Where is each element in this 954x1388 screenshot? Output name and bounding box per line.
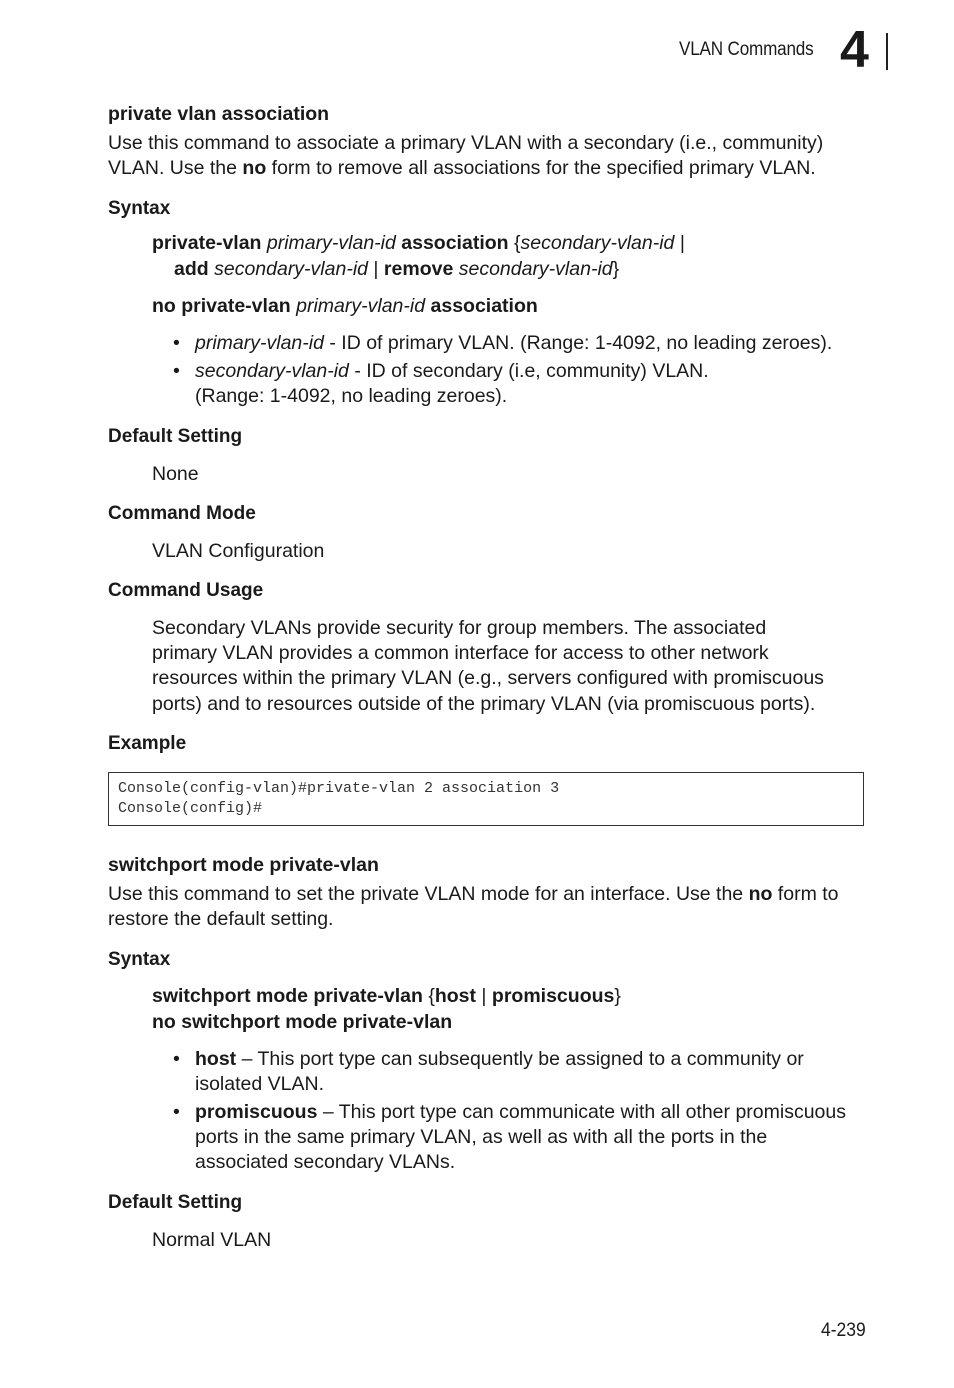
- syntax-line: add secondary-vlan-id | remove secondary-vlan-id}: [174, 258, 620, 280]
- syntax-heading: Syntax: [108, 949, 171, 970]
- command-description-line: restore the default setting.: [108, 908, 334, 930]
- syntax-heading: Syntax: [108, 198, 171, 219]
- code-line: Console(config-vlan)#private-vlan 2 association 3: [118, 780, 560, 797]
- parameter-item-continuation: isolated VLAN.: [195, 1073, 324, 1095]
- chapter-divider: [886, 33, 888, 70]
- parameter-item: secondary-vlan-id - ID of secondary (i.e, community) VLAN.: [195, 360, 709, 382]
- chapter-number: 4: [840, 21, 869, 79]
- default-setting-heading: Default Setting: [108, 426, 243, 447]
- command-title: private vlan association: [108, 103, 330, 125]
- usage-line: primary VLAN provides a common interface for access to other network: [152, 642, 769, 664]
- parameter-item-continuation: (Range: 1-4092, no leading zeroes).: [195, 385, 508, 407]
- running-header-title: VLAN Commands: [679, 39, 814, 60]
- parameter-item: primary-vlan-id - ID of primary VLAN. (Range: 1-4092, no leading zeroes).: [195, 332, 833, 354]
- page-number: 4-239: [821, 1320, 866, 1341]
- command-title: switchport mode private-vlan: [108, 854, 379, 876]
- bullet: •: [173, 1101, 180, 1123]
- usage-line: resources within the primary VLAN (e.g., servers configured with promiscuous: [152, 667, 824, 689]
- parameter-item-continuation: associated secondary VLANs.: [195, 1151, 456, 1173]
- default-setting-value: Normal VLAN: [152, 1229, 272, 1251]
- syntax-line: no switchport mode private-vlan: [152, 1011, 453, 1033]
- command-mode-heading: Command Mode: [108, 503, 256, 524]
- example-code-block: [108, 772, 864, 826]
- command-description-line: Use this command to associate a primary VLAN with a secondary (i.e., community): [108, 132, 824, 154]
- example-heading: Example: [108, 733, 187, 754]
- command-description-line: VLAN. Use the no form to remove all associations for the specified primary VLAN.: [108, 157, 816, 179]
- command-mode-value: VLAN Configuration: [152, 540, 325, 562]
- parameter-item: host – This port type can subsequently be assigned to a community or: [195, 1048, 804, 1070]
- bullet: •: [173, 360, 180, 382]
- default-setting-value: None: [152, 463, 199, 485]
- parameter-item: promiscuous – This port type can communicate with all other promiscuous: [195, 1101, 846, 1123]
- default-setting-heading: Default Setting: [108, 1192, 243, 1213]
- code-line: Console(config)#: [118, 800, 263, 817]
- syntax-line: no private-vlan primary-vlan-id association: [152, 295, 538, 317]
- parameter-item-continuation: ports in the same primary VLAN, as well as with all the ports in the: [195, 1126, 768, 1148]
- command-description-line: Use this command to set the private VLAN mode for an interface. Use the no form to: [108, 883, 839, 905]
- usage-line: ports) and to resources outside of the primary VLAN (via promiscuous ports).: [152, 693, 816, 715]
- syntax-line: private-vlan primary-vlan-id association {secondary-vlan-id |: [152, 232, 685, 254]
- command-usage-heading: Command Usage: [108, 580, 264, 601]
- bullet: •: [173, 1048, 180, 1070]
- usage-line: Secondary VLANs provide security for group members. The associated: [152, 617, 767, 639]
- syntax-line: switchport mode private-vlan {host | promiscuous}: [152, 985, 621, 1007]
- bullet: •: [173, 332, 180, 354]
